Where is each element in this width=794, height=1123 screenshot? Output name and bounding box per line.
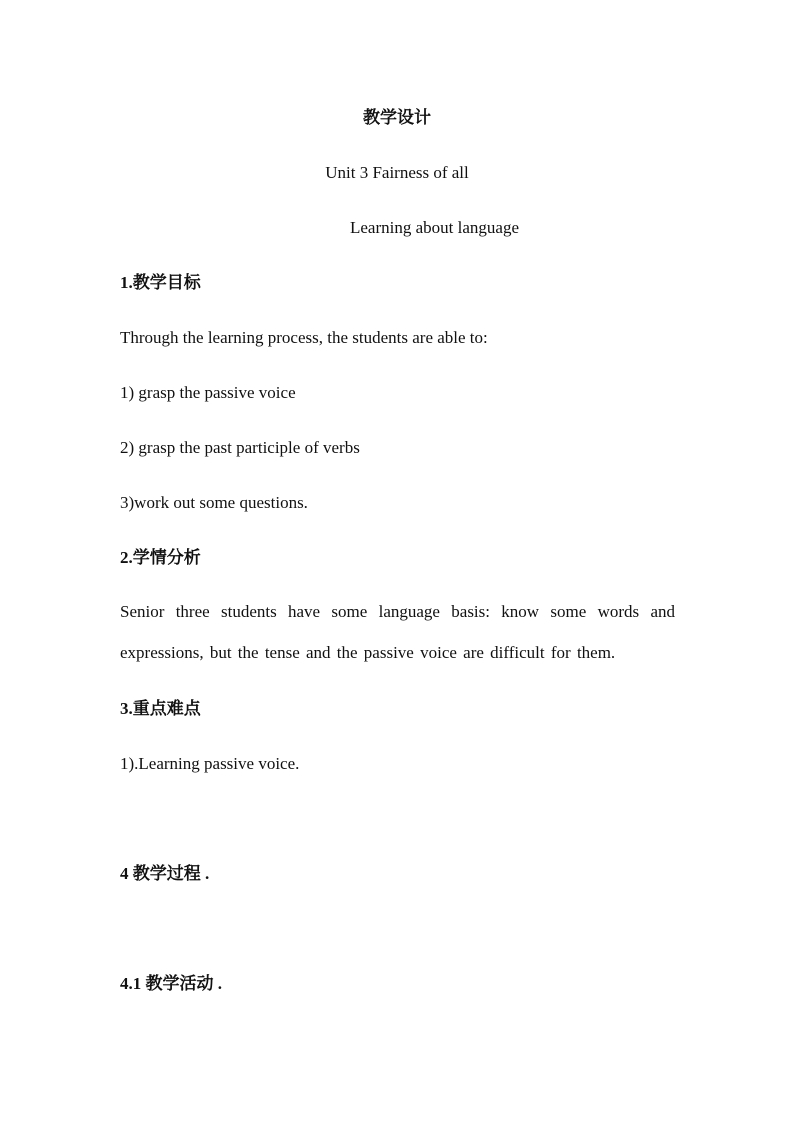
section-heading-teaching-activities: 4.1 教学活动 . — [120, 974, 222, 993]
document-title: 教学设计 — [363, 108, 431, 127]
objective-item: 1) grasp the passive voice — [120, 383, 296, 402]
key-point-item: 1).Learning passive voice. — [120, 754, 300, 773]
lesson-subtitle: Learning about language — [350, 218, 519, 237]
student-analysis-paragraph: Senior three students have some language basis: know some words and expressions, but the tense and the passive voice are difficult for them. — [120, 602, 675, 662]
section-heading-teaching-process: 4 教学过程 . — [120, 864, 210, 883]
objective-item: 3)work out some questions. — [120, 493, 308, 512]
section-heading-key-points: 3.重点难点 — [120, 699, 201, 718]
section-heading-student-analysis: 2.学情分析 — [120, 548, 201, 567]
unit-title: Unit 3 Fairness of all — [325, 163, 469, 182]
section-heading-teaching-objectives: 1.教学目标 — [120, 273, 201, 292]
objectives-intro: Through the learning process, the students are able to: — [120, 328, 488, 347]
objective-item: 2) grasp the past participle of verbs — [120, 438, 360, 457]
